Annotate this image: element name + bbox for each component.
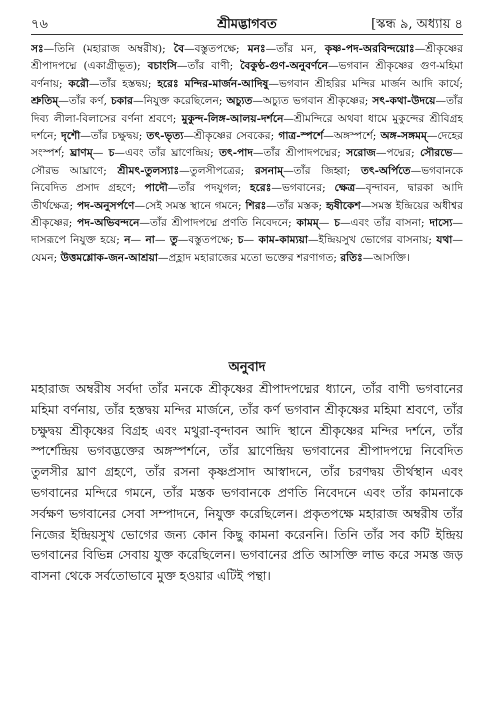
synonym-meaning: শ্রীকৃষ্ণের সেবকের; — [194, 130, 275, 143]
synonym-word: শিরঃ — [245, 199, 267, 212]
synonym-meaning: তাঁর কর্ণ, — [68, 95, 107, 108]
synonym-word: তৎ-ভৃত্য — [146, 130, 184, 143]
translation-text: মহারাজ অম্বরীষ সর্বদা তাঁর মনকে শ্রীকৃষ্ণের শ্রীপাদপদ্মের ধ্যানে, তাঁর বাণী ভগবানের মহিমা বর্ণনায়, তাঁর হস্তদ্বয় মন্দির মার্জনে, তাঁর কর্ণ ভগবান শ্রীকৃষ্ণের মহিমা শ্রবণে, তাঁর চক্ষুদ্বয় শ্রীকৃষ্ণের বিগ্রহ এবং মথুরা-বৃন্দাবন আদি স্থানে শ্রীকৃষ্ণের মন্দির দর্শনে, তাঁর স্পর্শেন্দ্রিয় ভগবদ্ভক্তের অঙ্গস্পর্শনে, তাঁর ঘ্রাণেন্দ্রিয় ভগবানের শ্রীপাদপদ্মে নিবেদিত তুলসীর ঘ্রাণ গ্রহণে, তাঁর রসনা কৃষ্ণপ্রসাদ আস্বাদনে, তাঁর চরণদ্বয় তীর্থস্থান এবং ভগবানের মন্দিরে গমনে, তাঁর মস্তক ভগবানকে প্রণতি নিবেদনে এবং তাঁর কামনাকে সর্বক্ষণ ভগবানের সেবা সম্পাদনে, নিযুক্ত করেছিলেন। প্রকৃতপক্ষে মহারাজ অম্বরীষ তাঁর নিজের ইন্দ্রিয়সুখ ভোগের জন্য কোন কিছু কামনা করেননি। তিনি তাঁর সব কটি ইন্দ্রিয় ভগবানের বিভিন্ন সেবায় যুক্ত করেছিলেন। ভগবানের প্রতি আসক্তি লাভ করে সমস্ত জড় বাসনা থেকে সর্বতোভাবে মুক্ত হওয়ার এটিই পন্থা। — [31, 381, 463, 584]
synonym-word: হরেঃ — [250, 182, 272, 195]
synonym-meaning: ভগবানের; — [281, 182, 326, 195]
synonym-word: চ — [237, 234, 244, 247]
synonym-word: সৎ-কথা-উদয়ে — [372, 95, 436, 108]
synonym-word: তৎ-পাদ — [219, 147, 253, 160]
synonym-word: তু — [169, 234, 178, 247]
synonym-word: কামম্ — [296, 217, 319, 230]
synonym-meaning: তাঁর মন, — [276, 43, 317, 55]
synonym-meaning: বস্তুতপক্ষে; — [188, 234, 234, 247]
synonym-meaning: তাঁর শ্রীপাদপদ্মের; — [263, 147, 341, 160]
synonym-word: সৌরভে — [420, 147, 453, 160]
synonym-word: উত্তমশ্লোক-জন-আশ্রয়া — [60, 251, 158, 264]
synonym-meaning: শ্রীকৃষ্ণের শ্রীপাদপদ্মে (একাগ্রীভূত); — [31, 43, 463, 73]
synonym-word: রতিঃ — [340, 251, 363, 264]
synonym-meaning: এবং তাঁর ঘ্রাণেন্দ্রিয়; — [125, 147, 214, 160]
synonym-meaning: তাঁর হস্তদ্বয়; — [99, 77, 152, 90]
synonym-meaning: সৌরভ আঘ্রাণে; — [31, 164, 107, 177]
synonym-word: হৃষীকেশ — [326, 199, 361, 212]
synonym-meaning: ভগবানকে নিবেদিত প্রসাদ গ্রহণে; — [31, 164, 463, 195]
synonym-word: তৎ-অর্পিতে — [361, 164, 411, 177]
translation-heading: অনুবাদ — [228, 360, 266, 375]
synonym-meaning: তাঁর দিব্য লীলা-বিলাসের বর্ণনা শ্রবণে; — [31, 95, 463, 125]
synonym-meaning: নিযুক্ত করেছিলেন; — [143, 95, 223, 108]
synonym-meaning: বস্তুতপক্ষে; — [194, 43, 240, 55]
synonym-meaning: বৃন্দাবন, দ্বারকা আদি তীর্থক্ষেত্র; — [31, 182, 463, 212]
synonym-word: পদ-অনুসর্পণে — [76, 199, 135, 212]
synonym-meaning: তাঁর শ্রীপাদপদ্মে প্রণতি নিবেদনে; — [150, 217, 292, 230]
synonym-word: বৈ — [173, 43, 184, 55]
synonym-word: না — [145, 234, 155, 247]
synonym-meaning: তুলসীপত্রের; — [189, 164, 245, 177]
synonym-meaning: তাঁর বাণী; — [187, 60, 234, 73]
synonym-word: বচাংসি — [147, 60, 177, 73]
synonym-meaning: আসক্তি। — [373, 251, 410, 264]
synonym-meaning: ভগবান শ্রীহরির মন্দির মার্জন আদি কার্যে; — [279, 77, 463, 90]
synonym-meaning: ইন্দ্রিয়সুখ ভোগের বাসনায়; — [318, 234, 432, 247]
synonym-meaning: তাঁর মস্তক; — [276, 199, 323, 212]
synonym-word: শ্রীমৎ-তুলস্যাঃ — [117, 164, 180, 177]
synonym-word: বৈকুণ্ঠ-গুণ-অনুবর্ণনে — [240, 60, 328, 73]
synonym-meaning: প্রহ্লাদ মহারাজের মতো ভক্তের শরণাগত; — [168, 251, 337, 264]
synonym-meaning: অঙ্গস্পর্শে; — [333, 130, 377, 143]
synonym-meaning: পদ্মের; — [386, 147, 415, 160]
synonym-word: অঙ্গ-সঙ্গমম্ — [380, 130, 427, 143]
word-for-word-synonyms: সঃ—তিনি (মহারাজ অম্বরীষ); বৈ—বস্তুতপক্ষে; মনঃ—তাঁর মন, কৃষ্ণ-পদ-অরবিন্দয়োঃ—শ্রীকৃষ্ণের শ্রীপাদপদ্মে (একাগ্রীভূত); বচাংসি—তাঁর বাণী; বৈকুণ্ঠ-গুণ-অনুবর্ণনে—ভগবান শ্রীকৃষ্ণের গুণ-মহিমা বর্ণনায়; করৌ—তাঁর হস্তদ্বয়; হরেঃ মন্দির-মার্জন-আদিষু—ভগবান শ্রীহরির মন্দির মার্জন আদি কার্যে; শ্রুতিম্—তাঁর কর্ণ, চকার—নিযুক্ত করেছিলেন; অচ্যুত—অচ্যুত ভগবান শ্রীকৃষ্ণের; সৎ-কথা-উদয়ে—তাঁর দিব্য লীলা-বিলাসের বর্ণনা শ্রবণে; মুকুন্দ-লিঙ্গ-আলয়-দর্শনে—শ্রীমন্দিরে অথবা ধামে মুকুন্দের শ্রীবিগ্রহ দর্শনে; দৃশৌ—তাঁর চক্ষুদ্বয়; তৎ-ভৃত্য—শ্রীকৃষ্ণের সেবকের; গাত্র-স্পর্শে—অঙ্গস্পর্শে; অঙ্গ-সঙ্গমম্—দেহের সংস্পর্শ; ঘ্রাণম্— চ—এবং তাঁর ঘ্রাণেন্দ্রিয়; তৎ-পাদ—তাঁর শ্রীপাদপদ্মের; সরোজ—পদ্মের; সৌরভে—সৌরভ আঘ্রাণে; শ্রীমৎ-তুলস্যাঃ—তুলসীপত্রের; রসনাম্—তাঁর জিহ্বা; তৎ-অর্পিতে—ভগবানকে নিবেদিত প্রসাদ গ্রহণে; পাদৌ—তাঁর পদযুগল; হরেঃ—ভগবানের; ক্ষেত্র—বৃন্দাবন, দ্বারকা আদি তীর্থক্ষেত্র; পদ-অনুসর্পণে—সেই সমস্ত স্থানে গমনে; শিরঃ—তাঁর মস্তক; হৃষীকেশ—সমস্ত ইন্দ্রিয়ের অধীশ্বর শ্রীকৃষ্ণের; পদ-অভিবন্দনে—তাঁর শ্রীপাদপদ্মে প্রণতি নিবেদনে; কামম্— চ—এবং তাঁর বাসনা; দাস্যে—দাসরূপে নিযুক্ত হয়ে; ন— না— তু—বস্তুতপক্ষে; চ— কাম-কাম্যয়া—ইন্দ্রিয়সুখ ভোগের বাসনায়; যথা—যেমন; উত্তমশ্লোক-জন-আশ্রয়া—প্রহ্লাদ মহারাজের মতো ভক্তের শরণাগত; রতিঃ—আসক্তি। — [31, 43, 463, 264]
synonym-meaning: তাঁর চক্ষুদ্বয়; — [90, 130, 143, 143]
synonym-meaning: তিনি (মহারাজ অম্বরীষ); — [54, 43, 166, 55]
synonym-word: মুকুন্দ-লিঙ্গ-আলয়-দর্শনে — [181, 112, 284, 125]
page-number: ৭৬ — [31, 17, 48, 32]
synonym-word: ন — [124, 234, 131, 247]
synonym-word: হরেঃ মন্দির-মার্জন-আদিষু — [157, 77, 269, 90]
synonym-meaning: সেই সমস্ত স্থানে গমনে; — [145, 199, 242, 212]
book-title: শ্রীমদ্ভাগবত — [217, 17, 277, 32]
synonym-word: অচ্যুত — [226, 95, 253, 108]
synonym-word: রসনাম্ — [254, 164, 284, 177]
synonym-word: পদ-অভিবন্দনে — [77, 217, 140, 230]
synonym-word: যথা — [436, 234, 453, 247]
synonym-meaning: যেমন; — [31, 251, 58, 264]
synonym-meaning: দাসরূপে নিযুক্ত হয়ে; — [31, 234, 120, 247]
synonym-meaning: এবং তাঁর বাসনা; — [350, 217, 425, 230]
synonym-word: শ্রুতিম্ — [31, 95, 59, 108]
synonym-word: ঘ্রাণম্ — [69, 147, 93, 160]
synonym-meaning: অচ্যুত ভগবান শ্রীকৃষ্ণের; — [262, 95, 369, 108]
synonym-word: চকার — [110, 95, 134, 108]
synonym-word: দাস্যে — [429, 217, 453, 230]
synonym-meaning: তাঁর পদযুগল; — [178, 182, 242, 195]
synonym-meaning: তাঁর জিহ্বা; — [293, 164, 351, 177]
synonym-word: মনঃ — [247, 43, 266, 55]
synonym-word: কাম-কাম্যয়া — [258, 234, 308, 247]
synonym-word: চ — [108, 147, 115, 160]
synonym-meaning: দেহের সংস্পর্শ; — [31, 130, 463, 160]
synonym-meaning: শ্রীমন্দিরে অথবা ধামে মুকুন্দের শ্রীবিগ্রহ দর্শনে; — [31, 112, 463, 143]
synonym-word: চ — [334, 217, 340, 230]
synonym-word: গাত্র-স্পর্শে — [278, 130, 324, 143]
synonym-word: ক্ষেত্র — [334, 182, 356, 195]
synonym-word: সঃ — [31, 43, 44, 55]
synonym-word: কৃষ্ণ-পদ-অরবিন্দয়োঃ — [324, 43, 415, 55]
synonym-word: সরোজ — [346, 147, 376, 160]
synonym-meaning: ভগবান শ্রীকৃষ্ণের গুণ-মহিমা বর্ণনায়; — [31, 60, 463, 90]
page-header — [31, 14, 463, 35]
synonym-word: করৌ — [68, 77, 89, 90]
synonym-word: পাদৌ — [144, 182, 168, 195]
synonym-meaning: সমস্ত ইন্দ্রিয়ের অধীশ্বর শ্রীকৃষ্ণের; — [31, 199, 463, 230]
canto-chapter-reference: [স্কন্ধ ৯, অধ্যায় ৪ — [371, 17, 463, 32]
synonym-word: দৃশৌ — [61, 130, 81, 143]
